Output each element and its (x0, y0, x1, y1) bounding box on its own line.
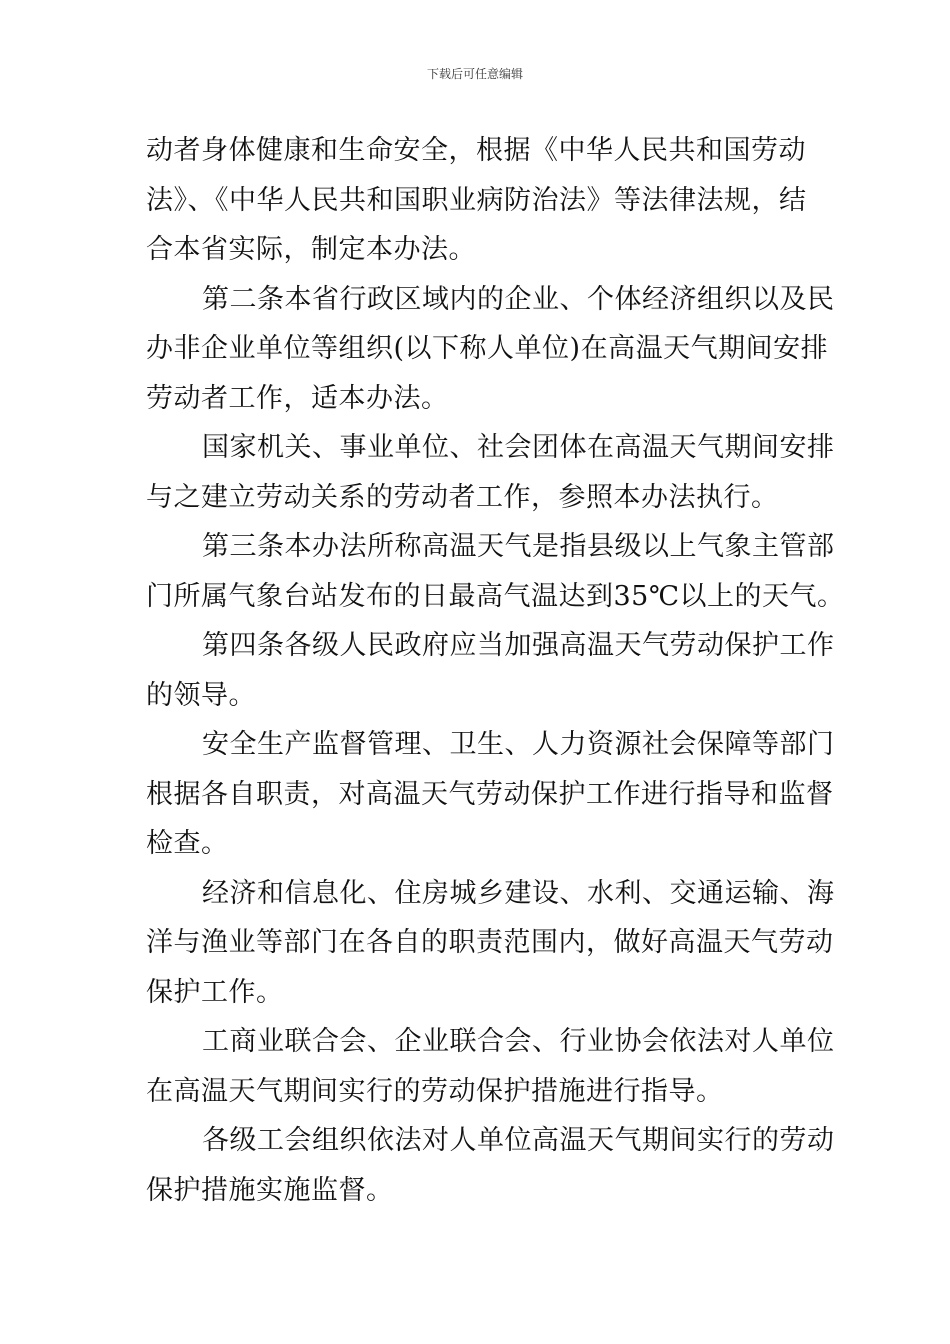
text-line: 办非企业单位等组织(以下称人单位)在高温天气期间安排 (146, 333, 829, 364)
text-line: 劳动者工作，适本办法。 (146, 382, 449, 414)
paragraph-8 (146, 1017, 835, 1116)
paragraph-1 (146, 126, 814, 275)
paragraph-3 (146, 423, 835, 522)
text-line: 各级工会组织依法对人单位高温天气期间实行的劳动 (202, 1125, 835, 1156)
paragraph-9 (146, 1116, 835, 1215)
text-line: 第四条各级人民政府应当加强高温天气劳动保护工作 (202, 630, 835, 661)
text-line: 检查。 (146, 828, 229, 859)
text-line: 在高温天气期间实行的劳动保护措施进行指导。 (146, 1075, 724, 1107)
text-line: 第三条本办法所称高温天气是指县级以上气象主管部 (202, 531, 835, 562)
text-line: 经济和信息化、住房城乡建设、水利、交通运输、海 (202, 877, 835, 909)
text-line: 洋与渔业等部门在各自的职责范围内，做好高温天气劳动 (146, 927, 834, 958)
text-line: 保护措施实施监督。 (146, 1174, 394, 1206)
text-line: 工商业联合会、企业联合会、行业协会依法对人单位 (202, 1026, 835, 1057)
paragraph-4 (146, 522, 845, 621)
document-body (146, 126, 845, 1215)
text-line: 合本省实际，制定本办法。 (146, 234, 476, 265)
text-line: 保护工作。 (146, 976, 284, 1008)
text-line: 动者身体健康和生命安全，根据《中华人民共和国劳动 (146, 135, 806, 166)
text-line: 安全生产监督管理、卫生、人力资源社会保障等部门 (202, 729, 835, 760)
paragraph-7 (146, 869, 835, 1018)
text-line: 根据各自职责，对高温天气劳动保护工作进行指导和监督 (146, 778, 834, 810)
text-line: 第二条本省行政区域内的企业、个体经济组织以及民 (202, 283, 835, 315)
page-header: 下载后可任意编辑 (426, 67, 523, 81)
paragraph-5 (146, 621, 835, 720)
text-line: 门所属气象台站发布的日最高气温达到35℃以上的天气。 (146, 580, 845, 612)
paragraph-6 (146, 720, 835, 869)
text-line: 的领导。 (146, 679, 256, 711)
paragraph-2 (146, 275, 835, 424)
text-line: 国家机关、事业单位、社会团体在高温天气期间安排 (202, 432, 835, 463)
text-line: 法》、《中华人民共和国职业病防治法》等法律法规，结 (146, 184, 807, 216)
text-line: 与之建立劳动关系的劳动者工作，参照本办法执行。 (146, 481, 779, 513)
